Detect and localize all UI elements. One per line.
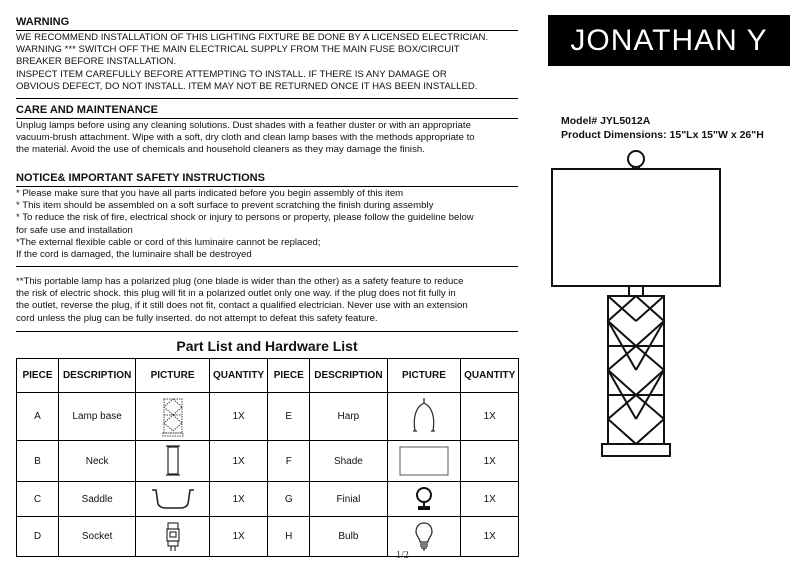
picture-cell [387,393,461,441]
shade-icon [552,169,720,286]
lamp-base-icon [162,397,184,437]
table-row [17,393,519,441]
warning-line: BREAKER BEFORE INSTALLATION. [16,56,177,68]
quantity-cell: 1X [209,393,267,441]
socket-icon [164,521,182,553]
header-description: DESCRIPTION [310,359,387,393]
safety-line: If the cord is damaged, the luminaire shall be destroyed [16,249,252,261]
plug-line: the outlet, reverse the plug, if it still does not fit, contact a qualified electrician. Never use with an extension [16,300,468,312]
lattice-icon [608,296,664,444]
divider [16,98,518,99]
description-cell: Shade [310,441,387,482]
care-line: vacuum-brush attachment. Wipe with a soft, dry cloth and clean lamp bases with the methods appropriate to [16,132,475,144]
lamp-illustration [540,148,730,464]
picture-cell [136,441,210,482]
quantity-cell: 1X [461,393,519,441]
piece-cell: F [268,441,310,482]
safety-line: * Please make sure that you have all parts indicated before you begin assembly of this item [16,188,404,199]
quantity-cell: 1X [209,482,267,517]
parts-table [16,358,519,557]
warning-line: WARNING *** SWITCH OFF THE MAIN ELECTRICAL SUPPLY FROM THE MAIN FUSE BOX/CIRCUIT [16,44,460,56]
neck-icon [629,286,643,296]
parts-title: Part List and Hardware List [176,338,358,354]
header-picture: PICTURE [387,359,461,393]
warning-title: WARNING [16,16,518,31]
description-cell: Socket [59,517,136,557]
quantity-cell: 1X [461,441,519,482]
quantity-cell: 1X [209,517,267,557]
picture-cell [136,393,210,441]
safety-line: *The external flexible cable or cord of this luminaire cannot be replaced; [16,236,321,248]
saddle-icon [150,486,196,512]
page-number: 1/2 [396,550,409,561]
safety-title: NOTICE& IMPORTANT SAFETY INSTRUCTIONS [16,172,518,187]
safety-line: * To reduce the risk of fire, electrical shock or injury to persons or property, please follow the guideline below [16,212,474,224]
safety-text [16,188,526,261]
bulb-icon [415,521,433,553]
quantity-cell: 1X [461,482,519,517]
divider [16,266,518,267]
description-cell: Neck [59,441,136,482]
picture-cell [136,517,210,557]
care-title: CARE AND MAINTENANCE [16,104,518,119]
warning-line: INSPECT ITEM CAREFULLY BEFORE ATTEMPTING TO INSTALL. IF THERE IS ANY DAMAGE OR [16,68,447,80]
finial-icon [414,486,434,512]
description-cell: Finial [310,482,387,517]
header-piece: PIECE [17,359,59,393]
care-line: Unplug lamps before using any cleaning solutions. Dust shades with a feather duster or with an appropriate [16,120,471,131]
care-text [16,120,526,157]
header-picture: PICTURE [136,359,210,393]
table-row [17,482,519,517]
plug-line: the risk of electric shock. this plug will fit in a polarized outlet only one way. if the plug does not fit fully in [16,288,456,300]
plug-text [16,276,526,325]
model-number: Model# JYL5012A [561,115,651,127]
table-row [17,441,519,482]
brand-logo: JONATHAN Y [548,15,790,66]
harp-icon [409,397,439,437]
picture-cell [387,441,461,482]
product-dimensions: Product Dimensions: 15"Lx 15"W x 26"H [561,129,764,141]
shade-icon [399,446,449,476]
safety-line: for safe use and installation [16,224,133,236]
table-row [17,517,519,557]
warning-text [16,32,526,93]
finial-icon [628,151,644,167]
plug-line: cord unless the plug can be fully inserted. do not attempt to defeat this safety feature. [16,312,378,324]
piece-cell: H [268,517,310,557]
warning-line: WE RECOMMEND INSTALLATION OF THIS LIGHTING FIXTURE BE DONE BY A LICENSED ELECTRICIAN. [16,32,489,43]
quantity-cell: 1X [209,441,267,482]
parts-header-row [17,359,519,393]
care-line: the material. Avoid the use of chemicals and household cleaners as they may damage the finish. [16,144,425,156]
piece-cell: C [17,482,59,517]
header-description: DESCRIPTION [59,359,136,393]
description-cell: Lamp base [59,393,136,441]
picture-cell [136,482,210,517]
piece-cell: E [268,393,310,441]
piece-cell: G [268,482,310,517]
neck-icon [163,444,183,478]
description-cell: Harp [310,393,387,441]
description-cell: Bulb [310,517,387,557]
description-cell: Saddle [59,482,136,517]
divider [16,331,518,332]
piece-cell: A [17,393,59,441]
safety-line: * This item should be assembled on a soft surface to prevent scratching the finish during assembly [16,200,434,212]
base-icon [602,444,670,456]
header-quantity: QUANTITY [209,359,267,393]
plug-line: **This portable lamp has a polarized plug (one blade is wider than the other) as a safety feature to reduce [16,276,464,287]
picture-cell [387,482,461,517]
piece-cell: D [17,517,59,557]
piece-cell: B [17,441,59,482]
quantity-cell: 1X [461,517,519,557]
header-quantity: QUANTITY [461,359,519,393]
warning-line: OBVIOUS DEFECT, DO NOT INSTALL. ITEM MAY NOT BE RETURNED ONCE IT HAS BEEN INSTALLED. [16,80,478,92]
header-piece: PIECE [268,359,310,393]
